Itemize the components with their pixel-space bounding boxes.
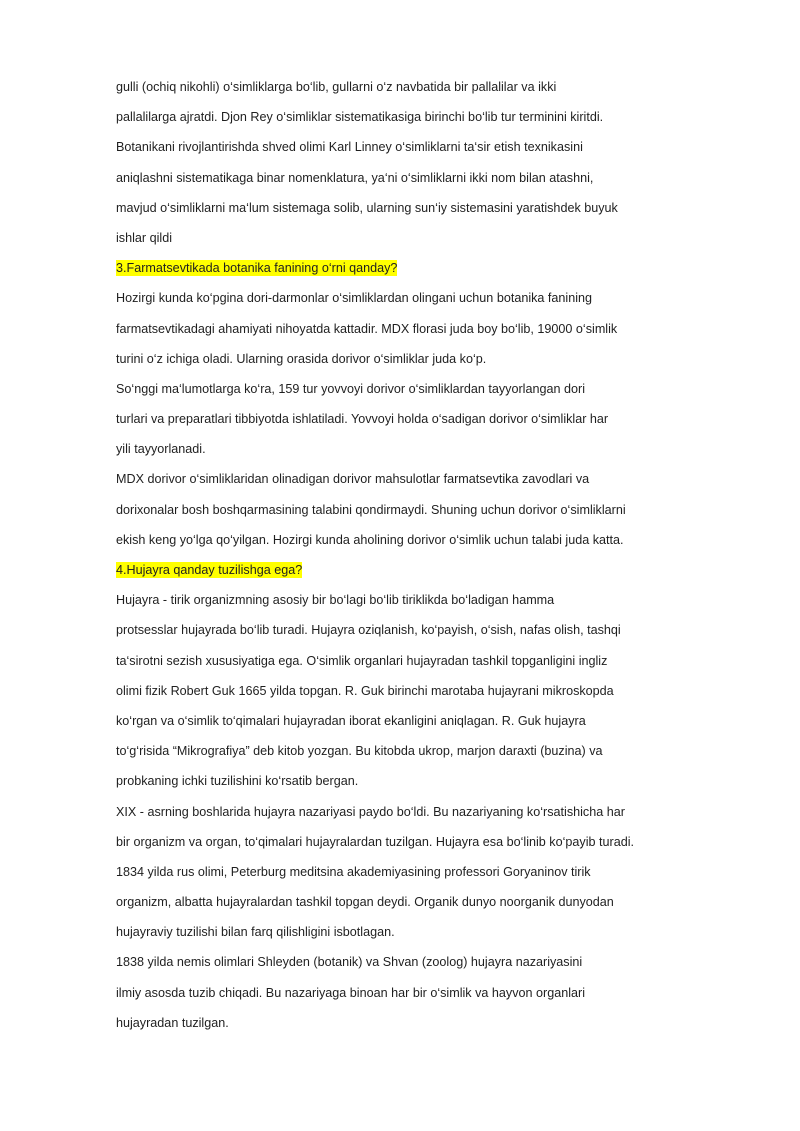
text-line: hujayraviy tuzilishi bilan farq qilishligini isbotlagan.	[116, 925, 395, 940]
text-line: Hozirgi kunda ko‘pgina dori-darmonlar o‘simliklardan olingani uchun botanika fanining	[116, 291, 593, 306]
text-line: protsesslar hujayrada bo‘lib turadi. Hujayra oziqlanish, ko‘payish, o‘sish, nafas olish, tashqi	[116, 623, 621, 638]
text-line: yili tayyorlanadi.	[116, 442, 206, 457]
text-line: turlari va preparatlari tibbiyotda ishlatiladi. Yovvoyi holda o‘sadigan dorivor o‘simliklar har	[116, 412, 609, 427]
text-line: mavjud o‘simliklarni ma‘lum sistemaga solib, ularning sun‘iy sistemasini yaratishdek buyuk	[116, 200, 618, 215]
text-line: Hujayra - tirik organizmning asosiy bir bo‘lagi bo‘lib tiriklikda bo‘ladigan hamma	[116, 593, 555, 608]
text-line: So‘nggi ma‘lumotlarga ko‘ra, 159 tur yovvoyi dorivor o‘simliklardan tayyorlangan dori	[116, 381, 585, 396]
text-line: turini o‘z ichiga oladi. Ularning orasida dorivor o‘simliklar juda ko‘p.	[116, 351, 487, 366]
text-line: organizm, albatta hujayralardan tashkil topgan deydi. Organik dunyo noorganik dunyodan	[116, 895, 614, 910]
paragraph-cell-theory	[116, 797, 696, 948]
text-line: ta‘sirotni sezish xususiyatiga ega. O‘simlik organlari hujayradan tashkil topganligini ingliz	[116, 653, 608, 668]
paragraph-pharmacy-importance	[116, 283, 696, 374]
text-line: olimi fizik Robert Guk 1665 yilda topgan. R. Guk birinchi marotaba hujayrani mikroskopda	[116, 683, 614, 698]
paragraph-linney	[116, 72, 696, 253]
question-heading-4	[116, 555, 696, 585]
document-body	[116, 72, 696, 1038]
text-line: ekish keng yo‘lga qo‘yilgan. Hozirgi kunda aholining dorivor o‘simlik uchun talabi juda katta.	[116, 532, 624, 547]
text-line: pallalilarga ajratdi. Djon Rey o‘simliklar sistematikasiga birinchi bo‘lib tur terminini kiritdi.	[116, 110, 604, 125]
text-line: MDX dorivor o‘simliklaridan olinadigan dorivor mahsulotlar farmatsevtika zavodlari va	[116, 472, 590, 487]
text-line: hujayradan tuzilgan.	[116, 1015, 229, 1030]
text-line: farmatsevtikadagi ahamiyati nihoyatda kattadir. MDX florasi juda boy bo‘lib, 19000 o‘simlik	[116, 321, 618, 336]
text-line: to‘g‘risida “Mikrografiya” deb kitob yozgan. Bu kitobda ukrop, marjon daraxti (buzina) va	[116, 744, 603, 759]
text-line: XIX - asrning boshlarida hujayra nazariyasi paydo bo‘ldi. Bu nazariyaning ko‘rsatishicha har	[116, 804, 625, 819]
text-line: ishlar qildi	[116, 230, 172, 245]
text-line: dorixonalar bosh boshqarmasining talabini qondirmaydi. Shuning uchun dorivor o‘simliklarni	[116, 502, 626, 517]
highlighted-heading-text: 3.Farmatsevtikada botanika fanining o‘rni qanday?	[116, 261, 398, 276]
paragraph-wild-plants	[116, 374, 696, 465]
paragraph-schleiden-schwann	[116, 947, 696, 1038]
text-line: Botanikani rivojlantirishda shved olimi Karl Linney o‘simliklarni ta‘sir etish texnikasini	[116, 140, 583, 155]
question-heading-3	[116, 253, 696, 283]
text-line: 1838 yilda nemis olimlari Shleyden (botanik) va Shvan (zoolog) hujayra nazariyasini	[116, 955, 583, 970]
text-line: ilmiy asosda tuzib chiqadi. Bu nazariyaga binoan har bir o‘simlik va hayvon organlari	[116, 985, 586, 1000]
text-line: 1834 yilda rus olimi, Peterburg meditsina akademiyasining professori Goryaninov tirik	[116, 864, 591, 879]
text-line: probkaning ichki tuzilishini ko‘rsatib bergan.	[116, 774, 359, 789]
text-line: aniqlashni sistematikaga binar nomenklatura, ya‘ni o‘simliklarni ikki nom bilan atashni,	[116, 170, 594, 185]
text-line: bir organizm va organ, to‘qimalari hujayralardan tuzilgan. Hujayra esa bo‘linib ko‘payib turadi.	[116, 834, 635, 849]
paragraph-cell-definition	[116, 585, 696, 796]
paragraph-demand	[116, 464, 696, 555]
text-line: ko‘rgan va o‘simlik to‘qimalari hujayradan iborat ekanligini aniqlagan. R. Guk hujayra	[116, 713, 586, 728]
highlighted-heading-text: 4.Hujayra qanday tuzilishga ega?	[116, 563, 303, 577]
text-line: gulli (ochiq nikohli) o‘simliklarga bo‘lib, gullarni o‘z navbatida bir pallalilar va ikki	[116, 80, 557, 94]
